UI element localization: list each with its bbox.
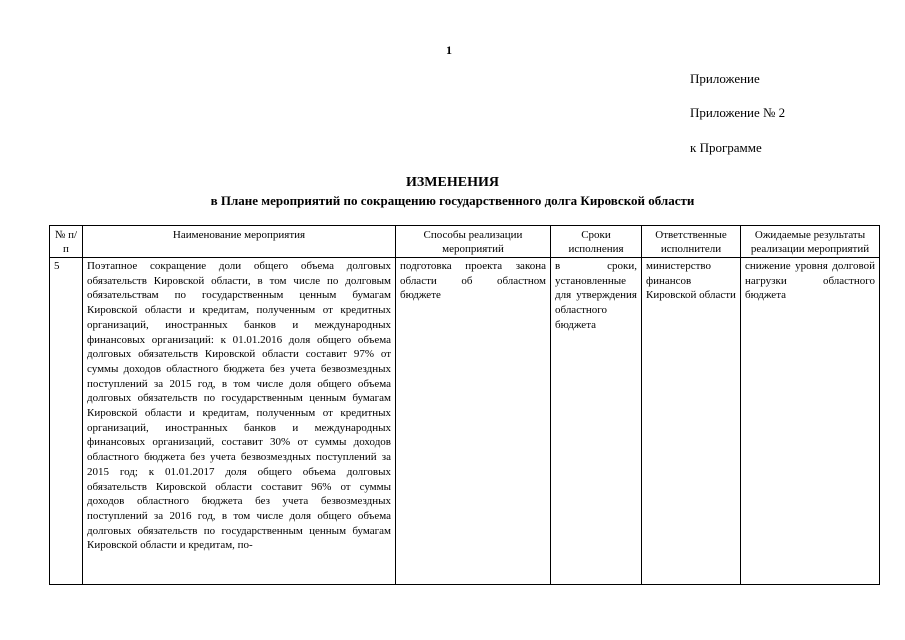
measures-table xyxy=(49,225,880,585)
page-bottom-margin xyxy=(0,597,905,640)
cell-terms: в сроки, установленные для утверждения областного бюджета xyxy=(551,258,642,585)
appendix-program-ref: к Программе xyxy=(690,140,762,155)
document-title: ИЗМЕНЕНИЯ xyxy=(406,175,499,190)
document-subtitle: в Плане мероприятий по сокращению государственного долга Кировской области xyxy=(210,193,695,208)
header-results: Ожидаемые результаты реализации мероприятий xyxy=(741,226,880,258)
table-header-row xyxy=(50,226,880,258)
cell-responsible: министерство финансов Кировской области xyxy=(642,258,741,585)
header-num: № п/п xyxy=(50,226,83,258)
header-responsible: Ответственные исполнители xyxy=(642,226,741,258)
cell-name: Поэтапное сокращение доли общего объема долговых обязательств Кировской области, в том числе по долговым обязательствам по государственным ценным бумагам Кировской области и кредитам, полученным от кредитных организаций, иностранных банков и международных финансовых организаций: к 01.01.2016 доля общего объема долговых обязательств Кировской области составит 97% от суммы доходов областного бюджета без учета безвозмездных поступлений за 2015 год, в том числе доля общего объема долговых обязательств по государственным ценным бумагам Кировской области и кредитам, полученным от кредитных организаций, иностранных банков и международных финансовых организаций, составит 30% от суммы доходов областного бюджета без учета безвозмездных поступлений за 2015 год; к 01.01.2017 доля общего объема долговых обязательств Кировской области составит 96% от суммы доходов областного бюджета без учета безвозмездных поступлений за 2016 год, в том числе доля общего объема долговых обязательств по государственным ценным бумагам Кировской области и кредитам, по- xyxy=(83,258,396,585)
header-terms: Сроки исполнения xyxy=(551,226,642,258)
page-number: 1 xyxy=(446,43,452,57)
appendix-number: Приложение № 2 xyxy=(690,105,786,120)
header-methods: Способы реализации мероприятий xyxy=(396,226,551,258)
cell-num: 5 xyxy=(50,258,83,585)
table-row xyxy=(50,258,880,585)
cell-results: снижение уровня долговой нагрузки областного бюджета xyxy=(741,258,880,585)
header-name: Наименование мероприятия xyxy=(83,226,396,258)
cell-methods: подготовка проекта закона области об областном бюджете xyxy=(396,258,551,585)
appendix-label: Приложение xyxy=(690,71,760,86)
